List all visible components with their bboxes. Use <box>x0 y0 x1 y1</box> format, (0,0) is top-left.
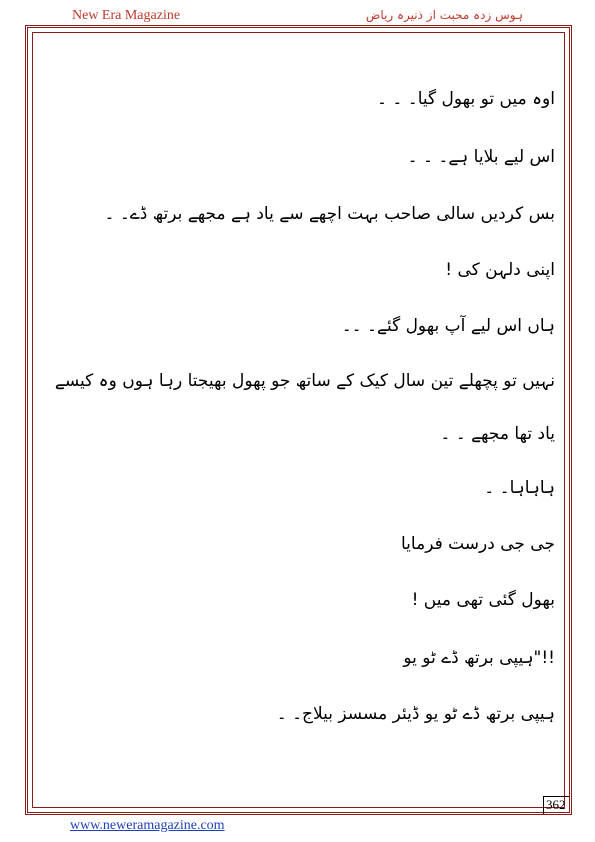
text-line-1: اوہ میں تو بھول گیا۔ ۔ ۔ <box>377 89 555 109</box>
text-line-9: جی جی درست فرمایا <box>401 534 555 554</box>
text-line-12: ہیپی برتھ ڈے ٹو یو ڈیئر مسسز بیلاج۔ ۔ <box>276 704 555 724</box>
magazine-name: New Era Magazine <box>72 8 181 23</box>
text-line-11: !!"ہیپی برتھ ڈے ٹو یو <box>403 648 555 668</box>
text-line-8: ہاہاہا۔ ۔ <box>484 478 555 498</box>
text-line-2: اس لیے بلایا ہے۔ ۔ ۔ <box>407 147 555 167</box>
text-line-7: یاد تھا مجھے ۔ ۔ <box>440 424 555 444</box>
text-line-4: اپنی دلہن کی ! <box>445 260 555 280</box>
website-link[interactable]: www.neweramagazine.com <box>70 818 225 833</box>
text-line-3: بس کردیں سالی صاحب بہت اچھے سے یاد ہے مجھے برتھ ڈے۔ ۔ <box>104 204 555 224</box>
book-title: ہوس زدہ محبت از ذنیرہ ریاض <box>365 8 523 22</box>
text-line-10: بھول گئی تھی میں ! <box>411 590 555 610</box>
text-line-6: نہیں تو پچھلے تین سال کیک کے ساتھ جو پھول بھیجتا رہا ہوں وہ کیسے <box>54 371 555 391</box>
text-line-5: ہاں اس لیے آپ بھول گئے۔ ۔۔ <box>341 316 555 336</box>
page-border <box>25 25 572 815</box>
page-number: 362 <box>546 797 566 812</box>
